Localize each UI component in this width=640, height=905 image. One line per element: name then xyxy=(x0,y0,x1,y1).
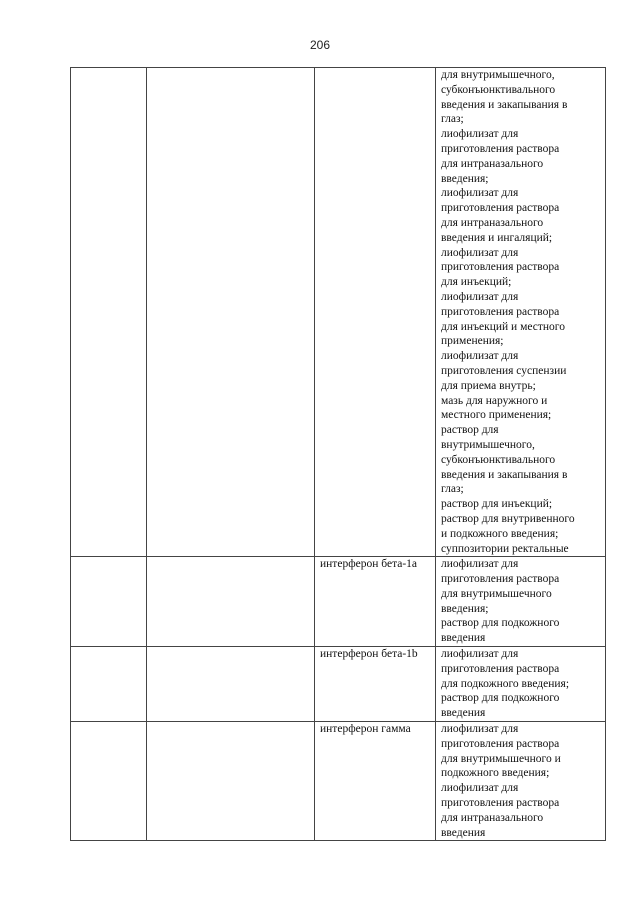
drug-name-cell xyxy=(315,647,436,722)
atc-code-cell xyxy=(71,647,147,722)
drug-name-cell xyxy=(315,68,436,557)
drug-name: интерферон бета-1b xyxy=(320,648,418,661)
table-row xyxy=(71,68,606,557)
table-row xyxy=(71,722,606,841)
dosage-forms-text: лиофилизат для приготовления раствора для подкожного введения; раствор для подкожного введения xyxy=(441,648,570,720)
dosage-forms-cell xyxy=(436,722,606,841)
group-name-cell xyxy=(147,647,315,722)
dosage-forms-text: для внутримышечного, субконъюнктивального введения и закапывания в глаз; лиофилизат для приготовления раствора для интраназального введения; лиофилизат для приготовления раствора для интраназального введения и ингаляций; лиофилизат для приготовления раствора для инъекций; лиофилизат для приготовления раствора для инъекций и местного применения; лиофилизат для приготовления суспензии для приема внутрь; мазь для наружного и местного применения; раствор для внутримышечного, субконъюнктивального введения и закапывания в глаз; раствор для инъекций; раствор для внутривенного и подкожного введения; суппозитории ректальные xyxy=(441,69,575,555)
drug-name-cell xyxy=(315,722,436,841)
drug-name: интерферон бета-1a xyxy=(320,558,418,571)
page-number: 206 xyxy=(309,38,331,52)
drug-table xyxy=(70,67,606,841)
dosage-forms-text: лиофилизат для приготовления раствора для внутримышечного введения; раствор для подкожного введения xyxy=(441,558,560,645)
group-name-cell xyxy=(147,557,315,647)
table-row xyxy=(71,557,606,647)
dosage-forms-cell xyxy=(436,68,606,557)
drug-name-cell xyxy=(315,557,436,647)
drug-name: интерферон гамма xyxy=(320,723,411,736)
atc-code-cell xyxy=(71,68,147,557)
atc-code-cell xyxy=(71,722,147,841)
group-name-cell xyxy=(147,68,315,557)
dosage-forms-cell xyxy=(436,647,606,722)
dosage-forms-cell xyxy=(436,557,606,647)
atc-code-cell xyxy=(71,557,147,647)
table-row xyxy=(71,647,606,722)
dosage-forms-text: лиофилизат для приготовления раствора для внутримышечного и подкожного введения; лиофилизат для приготовления раствора для интраназального введения xyxy=(441,723,561,839)
group-name-cell xyxy=(147,722,315,841)
